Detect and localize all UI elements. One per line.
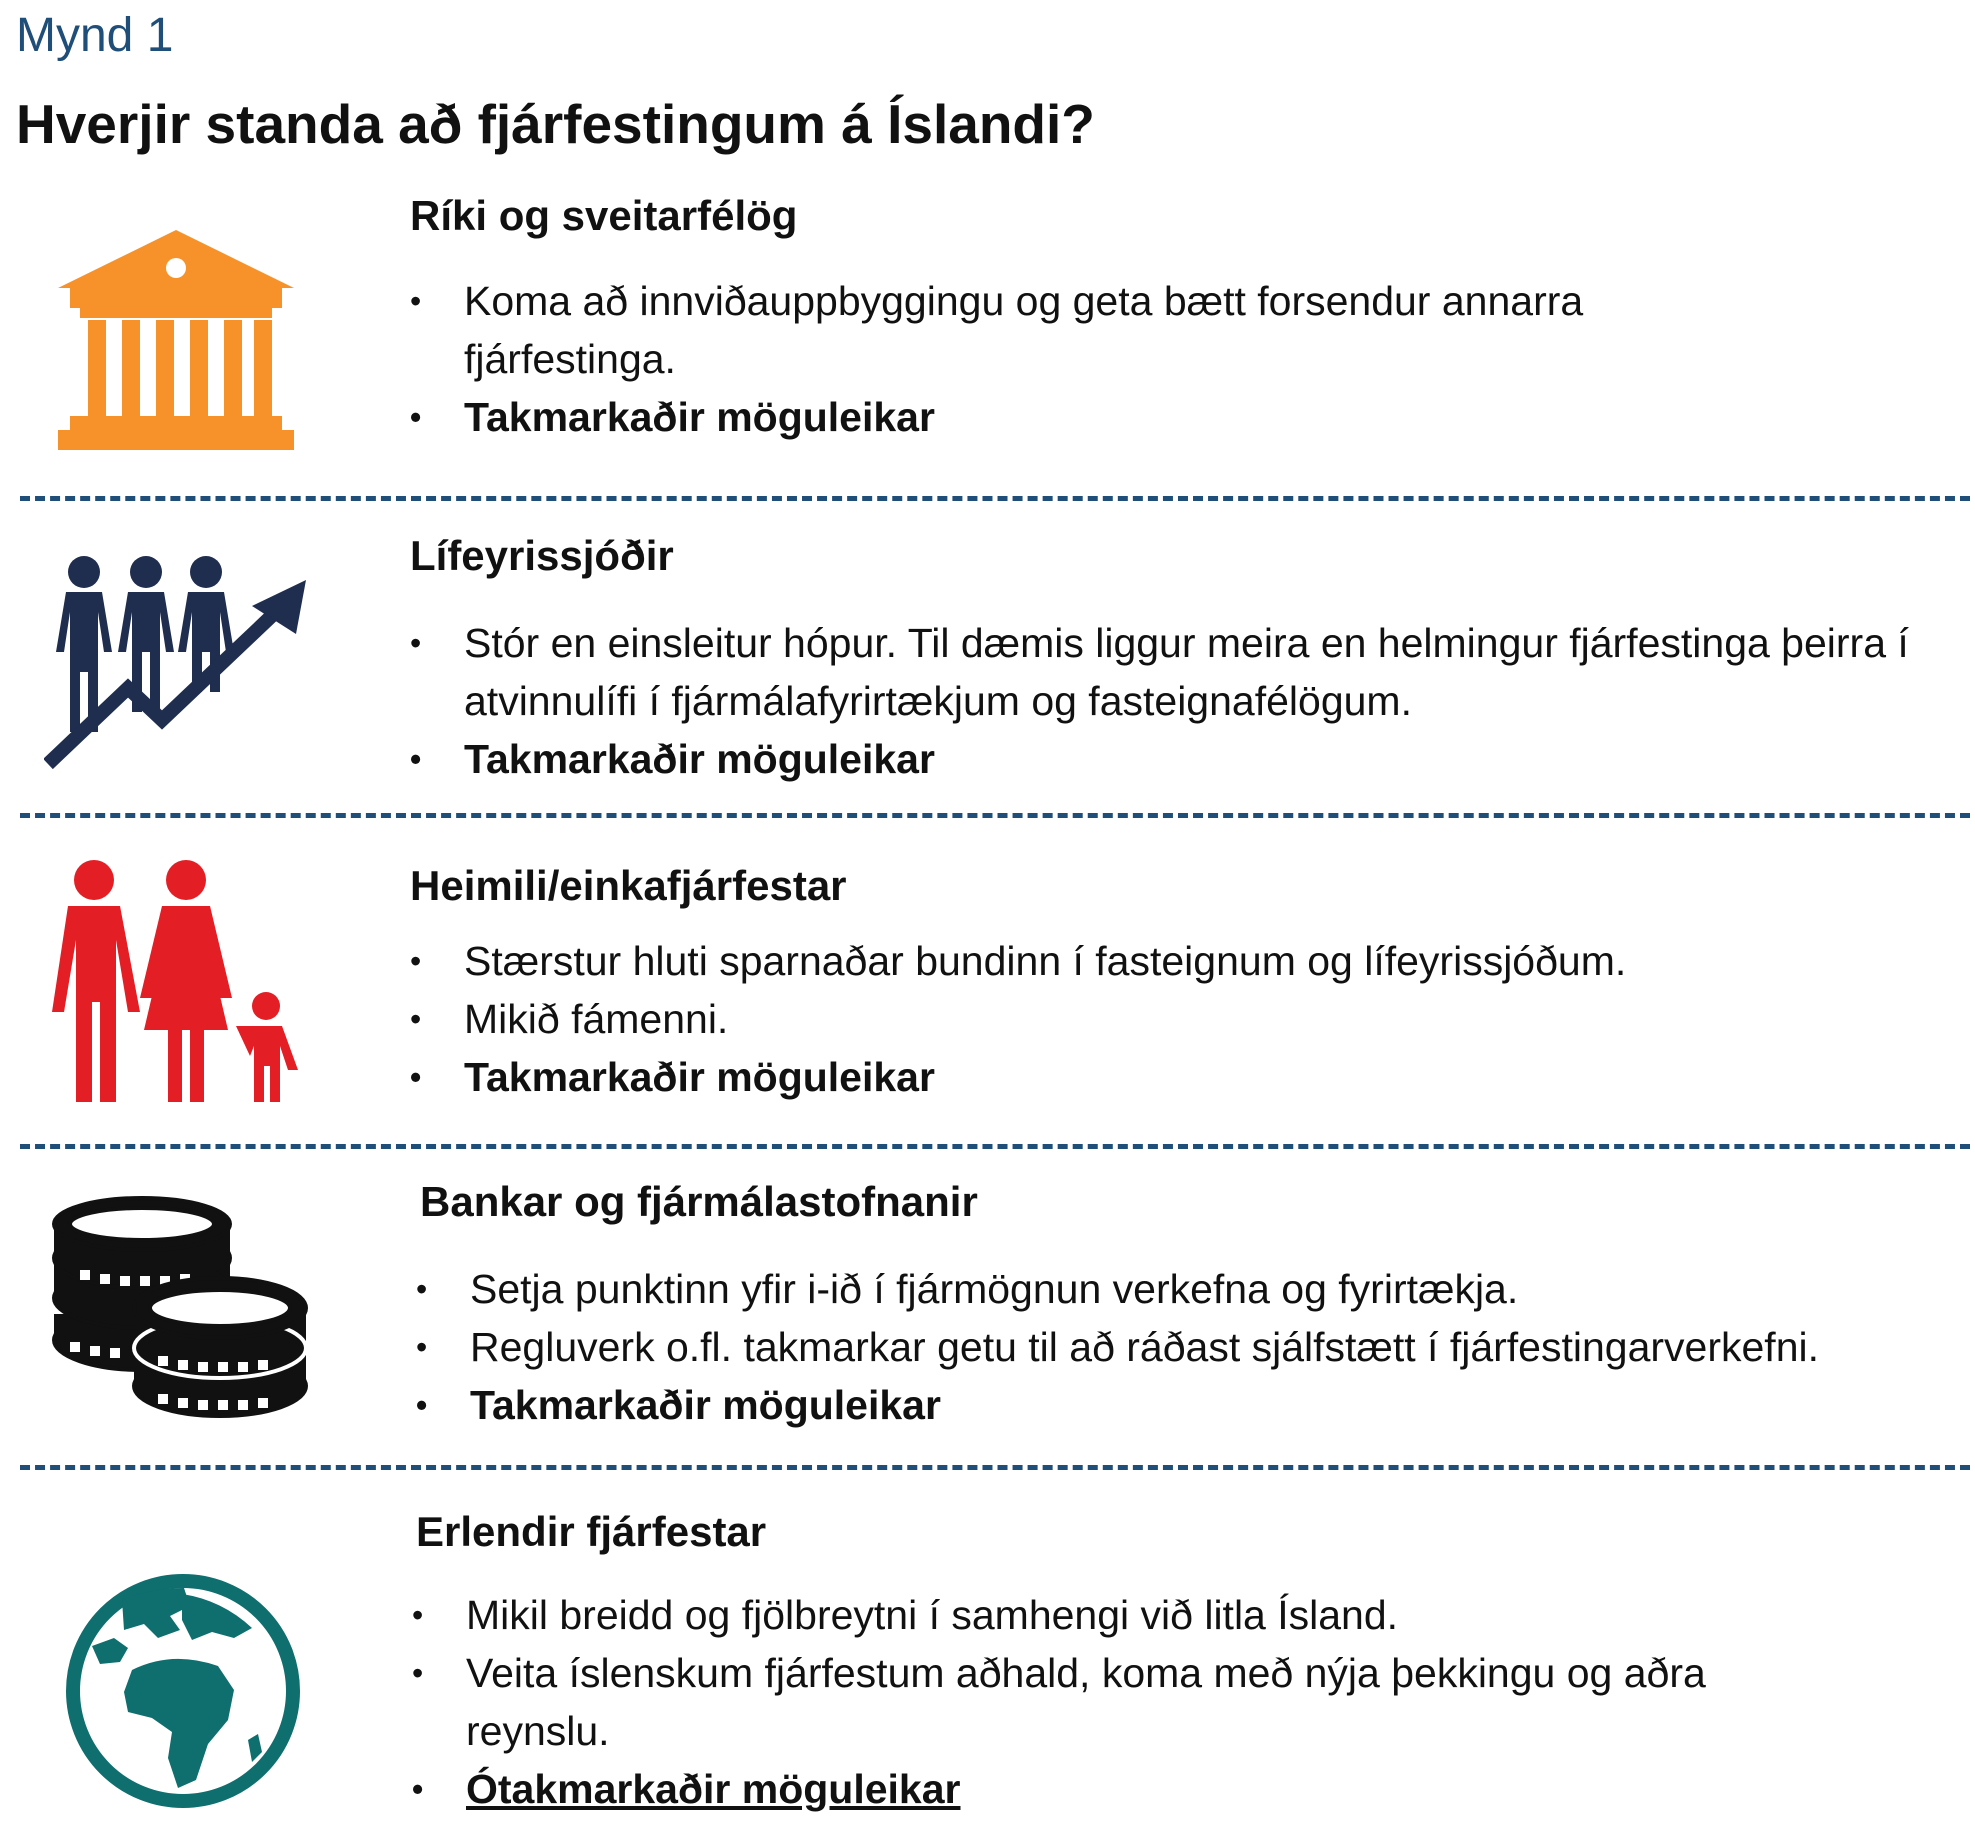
coins-icon — [50, 1196, 312, 1420]
figure-label: Mynd 1 — [16, 9, 174, 62]
section-title: Erlendir fjárfestar — [416, 1508, 767, 1555]
section-divider — [20, 813, 1970, 818]
bullet-item: • Koma að innviðauppbyggingu og geta bætt forsendur annarra fjárfestinga. — [410, 272, 1740, 388]
bullet-item: • Setja punktinn yfir i-ið í fjármögnun verkefna og fyrirtækja. — [416, 1260, 1956, 1318]
bullet-list — [416, 1260, 1956, 1434]
section-title: Lífeyrissjóðir — [410, 532, 674, 579]
bullet-list — [412, 1586, 1832, 1818]
section-divider — [20, 1144, 1970, 1149]
bullet-item: • Stór en einsleitur hópur. Til dæmis liggur meira en helmingur fjárfestinga þeirra í atvinnulífi í fjármálafyrirtækjum og fasteignafélögum. — [410, 614, 1930, 730]
bullet-item-text: Ótakmarkaðir möguleikar — [466, 1766, 961, 1812]
page-title: Hverjir standa að fjárfestingum á Íslandi? — [16, 93, 1095, 155]
bullet-item — [412, 1760, 1832, 1818]
bullet-item: • Regluverk o.fl. takmarkar getu til að ráðast sjálfstætt í fjárfestingarverkefni. — [416, 1318, 1956, 1376]
family-icon — [38, 860, 306, 1102]
section-title: Bankar og fjármálastofnanir — [420, 1178, 978, 1225]
bullet-item: • Mikil breidd og fjölbreytni í samhengi við litla Ísland. — [412, 1586, 1832, 1644]
bullet-item: • Veita íslenskum fjárfestum aðhald, koma með nýja þekkingu og aðra reynslu. — [412, 1644, 1832, 1760]
bullet-item: • Takmarkaðir möguleikar — [416, 1376, 1956, 1434]
section-divider — [20, 1465, 1970, 1470]
bullet-item: • Mikið fámenni. — [410, 990, 1930, 1048]
globe-icon — [62, 1570, 304, 1812]
section-divider — [20, 496, 1970, 501]
people-growth-icon — [44, 554, 310, 776]
bullet-item: • Takmarkaðir möguleikar — [410, 1048, 1930, 1106]
section-title: Ríki og sveitarfélög — [410, 192, 798, 239]
section-title: Heimili/einkafjárfestar — [410, 862, 847, 909]
bullet-list — [410, 932, 1930, 1106]
bullet-item: • Takmarkaðir möguleikar — [410, 730, 1930, 788]
bullet-list — [410, 614, 1930, 788]
bullet-item: • Stærstur hluti sparnaðar bundinn í fasteignum og lífeyrissjóðum. — [410, 932, 1930, 990]
bullet-item: • Takmarkaðir möguleikar — [410, 388, 1740, 446]
bullet-list — [410, 272, 1740, 446]
government-building-icon — [56, 228, 296, 452]
